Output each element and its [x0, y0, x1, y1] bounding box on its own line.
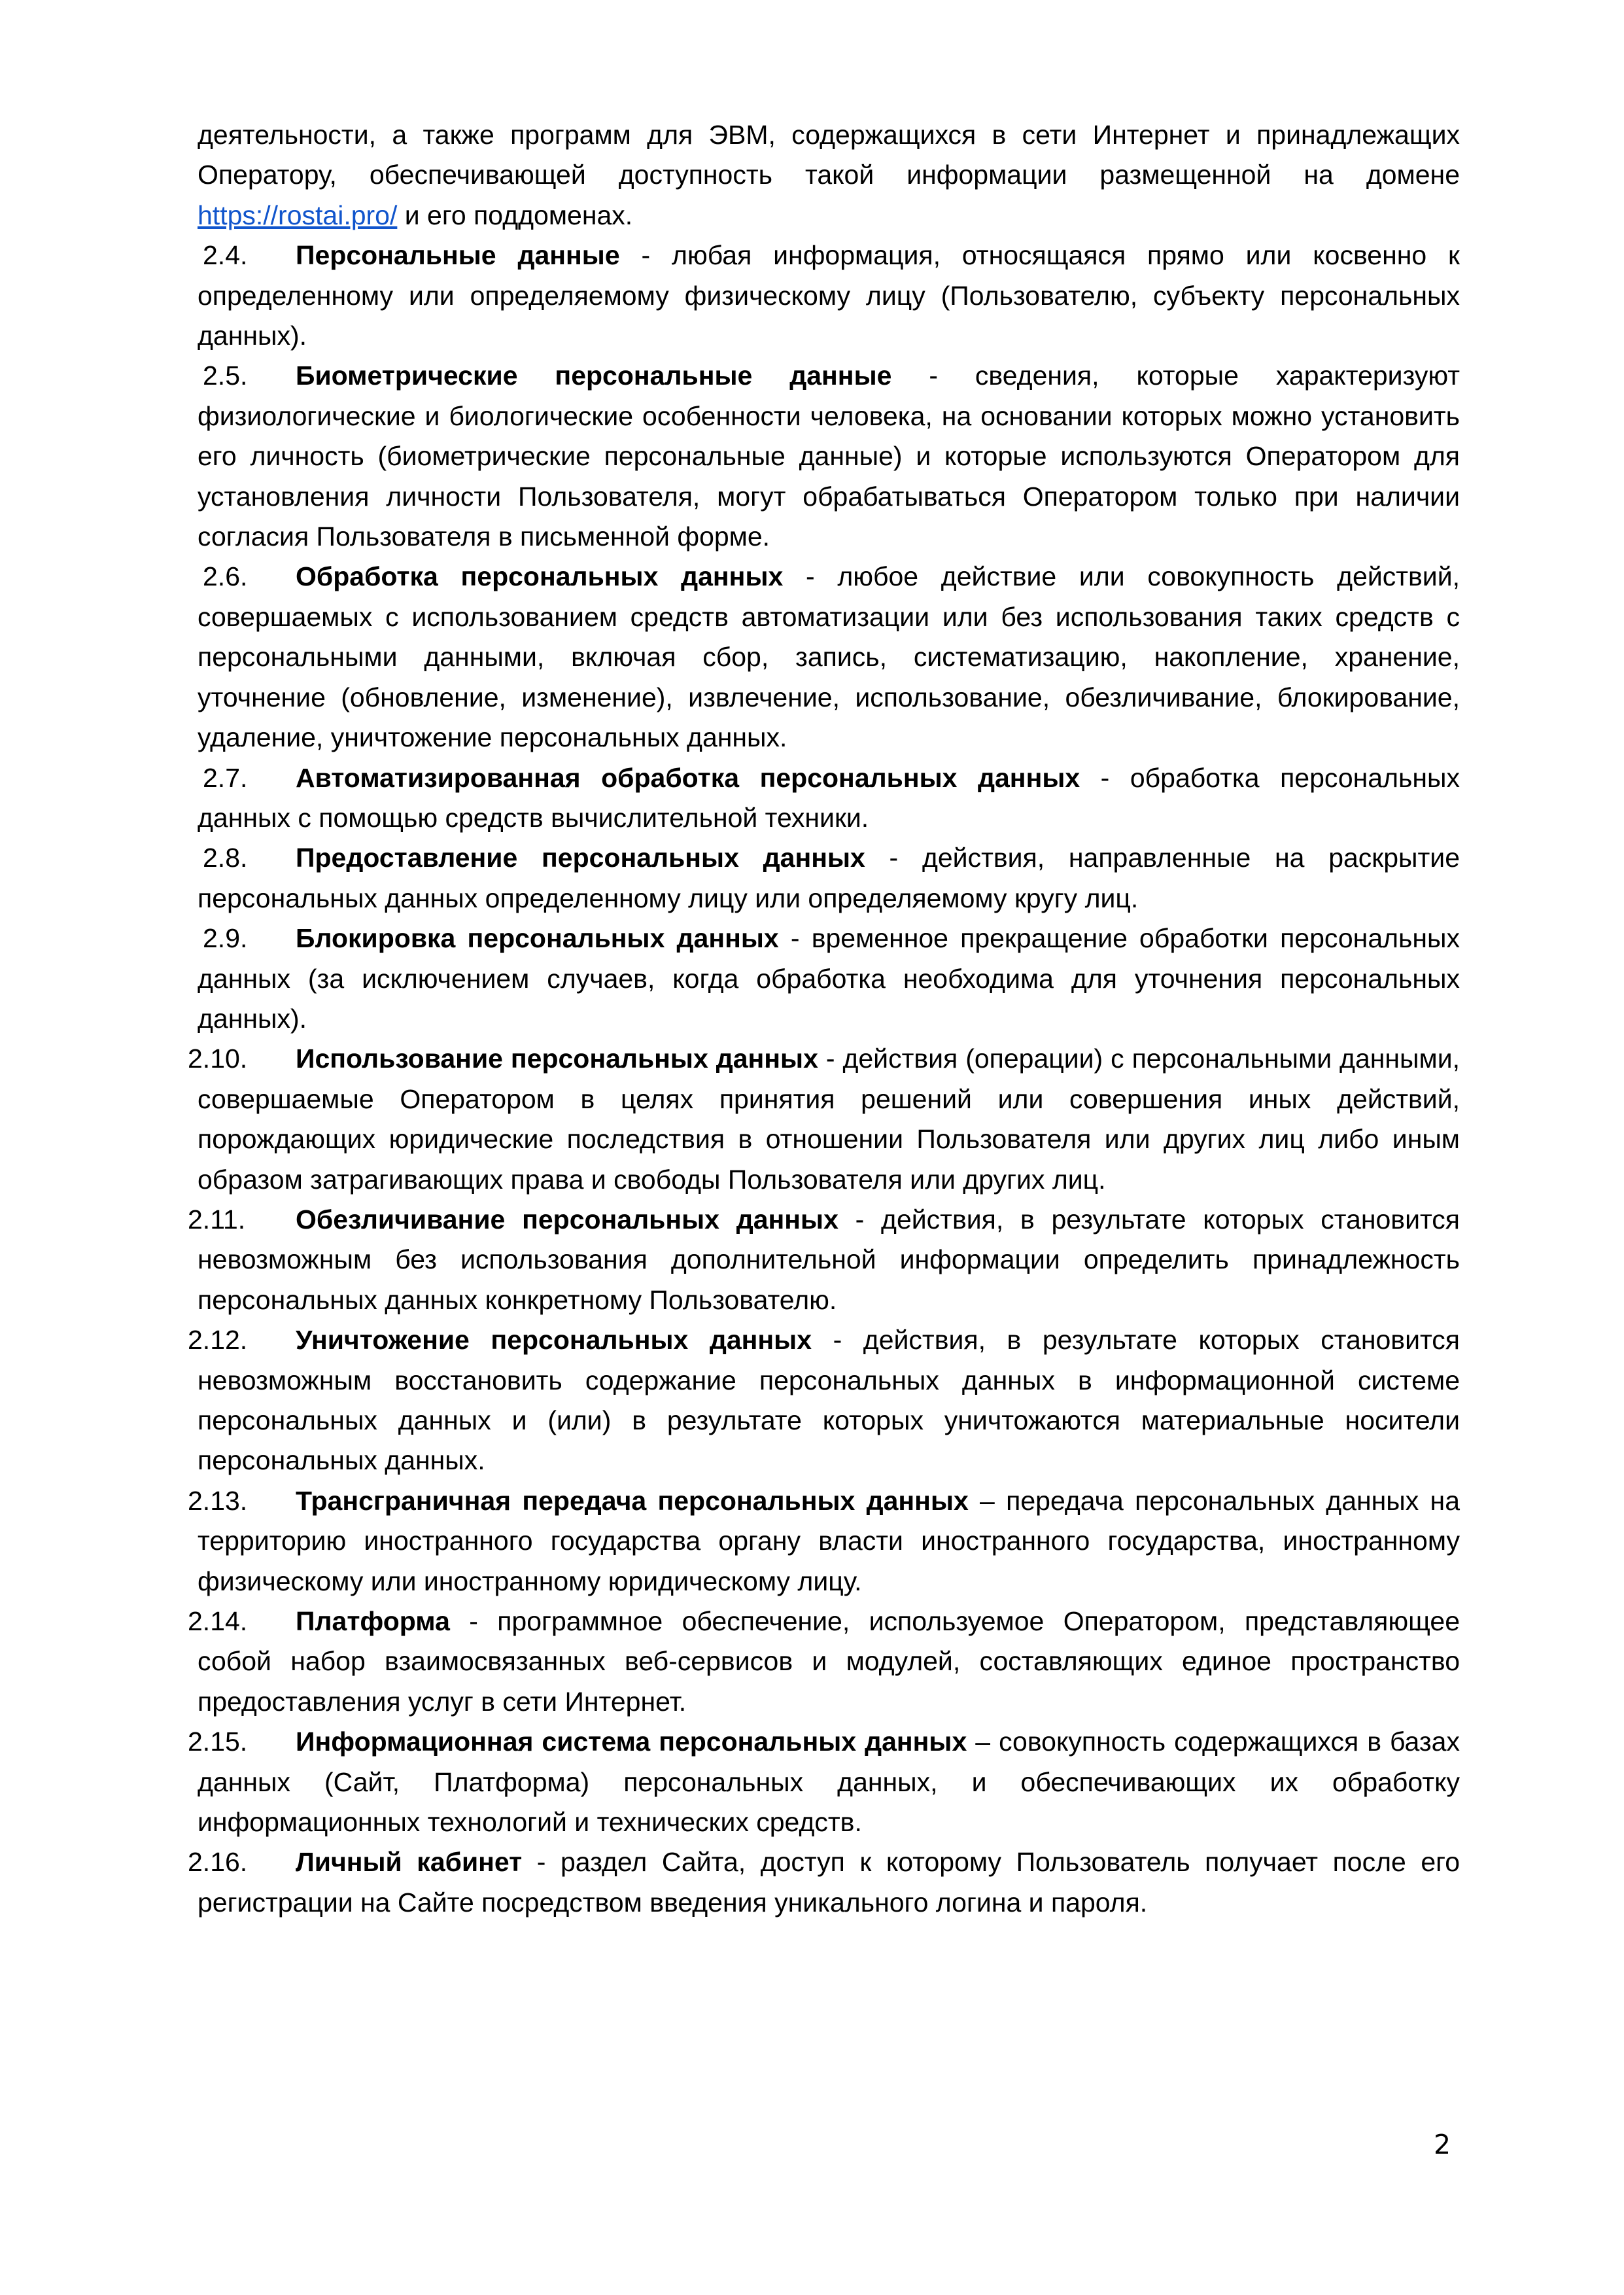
definitions-list [188, 236, 1460, 1923]
item-number: 2.14. [188, 1606, 248, 1637]
definition-item [188, 1481, 1460, 1602]
item-number: 2.7. [203, 762, 248, 793]
item-definition: действия, направленные на раскрытие персональных данных определенному лицу или определяемому кругу лиц. [198, 843, 1460, 913]
item-number: 2.16. [188, 1847, 248, 1878]
definition-item [188, 1320, 1460, 1481]
item-definition: программное обеспечение, используемое Оператором, представляющее собой набор взаимосвязанных веб-сервисов и модулей, составляющих единое пространство предоставления услуг в сети Интернет. [198, 1606, 1460, 1717]
item-definition: любая информация, относящаяся прямо или косвенно к определенному или определяемому физическому лицу (Пользователю, субъекту персональных данных). [198, 240, 1460, 351]
definition-item [188, 1842, 1460, 1923]
item-definition: раздел Сайта, доступ к которому Пользователь получает после его регистрации на Сайте посредством введения уникального логина и пароля. [198, 1847, 1460, 1918]
item-number: 2.6. [203, 561, 248, 592]
item-separator: - [1080, 762, 1130, 793]
item-separator: - [449, 1606, 498, 1637]
item-term: Платформа [296, 1606, 450, 1637]
item-definition: действия, в результате которых становится невозможным восстановить содержание персональных данных в информационной системе персональных данных и (или) в результате которых уничтожаются материальные носители персональных данных. [198, 1325, 1460, 1476]
document-page [188, 115, 1460, 1923]
item-term: Обезличивание персональных данных [296, 1204, 838, 1235]
item-number: 2.5. [203, 360, 248, 391]
item-term: Информационная система персональных данных [296, 1726, 967, 1757]
item-term: Персональные данные [296, 240, 620, 271]
item-term: Блокировка персональных данных [296, 923, 779, 954]
definition-item [188, 1039, 1460, 1200]
item-term: Личный кабинет [296, 1847, 523, 1878]
item-number: 2.15. [188, 1726, 248, 1757]
site-link[interactable]: https://rostai.pro/ [198, 200, 398, 230]
definition-item [198, 838, 1460, 919]
definition-item [198, 919, 1460, 1039]
item-definition: обработка персональных данных с помощью средств вычислительной техники. [198, 762, 1460, 833]
item-definition: сведения, которые характеризуют физиологические и биологические особенности человека, на основании которых можно установить его личность (биометрические персональные данные) и которые используются Оператором для установления личности Пользователя, могут обрабатываться Оператором только при наличии согласия Пользователя в письменной форме. [198, 360, 1460, 552]
page-number: 2 [1434, 2129, 1451, 2160]
item-number: 2.13. [188, 1485, 248, 1516]
item-term: Предоставление персональных данных [296, 843, 865, 873]
definition-item [198, 557, 1460, 758]
item-term: Использование персональных данных [296, 1043, 818, 1074]
item-separator: – [967, 1726, 999, 1757]
item-separator: - [778, 923, 812, 954]
definition-item [198, 236, 1460, 356]
item-number: 2.11. [188, 1204, 246, 1235]
item-definition: действия, в результате которых становится невозможным без использования дополнительной информации определить принадлежность персональных данных конкретному Пользователю. [198, 1204, 1460, 1315]
item-term: Уничтожение персональных данных [296, 1325, 812, 1356]
item-definition: действия (операции) с персональными данными, совершаемые Оператором в целях принятия решений или совершения иных действий, порождающих юридические последствия в отношении Пользователя или других лиц либо иным образом затрагивающих права и свободы Пользователя или других лиц. [198, 1043, 1460, 1195]
item-number: 2.8. [203, 843, 248, 873]
item-separator: – [968, 1485, 1007, 1516]
definition-item [198, 356, 1460, 557]
intro-text-end: и его поддоменах. [397, 200, 633, 230]
intro-paragraph [198, 115, 1460, 236]
item-term: Обработка персональных данных [296, 561, 784, 592]
item-definition: передача персональных данных на территорию иностранного государства органу власти иностранного государства, иностранному физическому или иностранному юридическому лицу. [198, 1485, 1460, 1596]
item-separator: - [818, 1043, 843, 1074]
definition-item [198, 758, 1460, 839]
item-term: Трансграничная передача персональных данных [296, 1485, 969, 1516]
item-number: 2.9. [203, 923, 248, 954]
intro-text: деятельности, а также программ для ЭВМ, содержащихся в сети Интернет и принадлежащих Оператору, обеспечивающей доступность такой информации размещенной на домене [198, 120, 1460, 190]
item-separator: - [812, 1325, 863, 1356]
item-number: 2.4. [203, 240, 248, 271]
definition-item [188, 1602, 1460, 1722]
item-term: Автоматизированная обработка персональных данных [296, 762, 1080, 793]
item-separator: - [865, 843, 922, 873]
definition-item [188, 1200, 1460, 1320]
item-term: Биометрические персональные данные [296, 360, 892, 391]
item-definition: временное прекращение обработки персональных данных (за исключением случаев, когда обработка необходима для уточнения персональных данных). [198, 923, 1460, 1034]
item-separator: - [783, 561, 838, 592]
item-separator: - [891, 360, 975, 391]
item-number: 2.10. [188, 1043, 248, 1074]
item-separator: - [619, 240, 672, 271]
definition-item [188, 1722, 1460, 1842]
item-separator: - [522, 1847, 561, 1878]
item-definition: совокупность содержащихся в базах данных (Сайт, Платформа) персональных данных, и обеспечивающих их обработку информационных технологий и технических средств. [198, 1726, 1460, 1838]
item-number: 2.12. [188, 1325, 248, 1356]
item-definition: любое действие или совокупность действий, совершаемых с использованием средств автоматизации или без использования таких средств с персональными данными, включая сбор, запись, систематизацию, накопление, хранение, уточнение (обновление, изменение), извлечение, использование, обезличивание, блокирование, удаление, уничтожение персональных данных. [198, 561, 1460, 753]
item-separator: - [838, 1204, 882, 1235]
